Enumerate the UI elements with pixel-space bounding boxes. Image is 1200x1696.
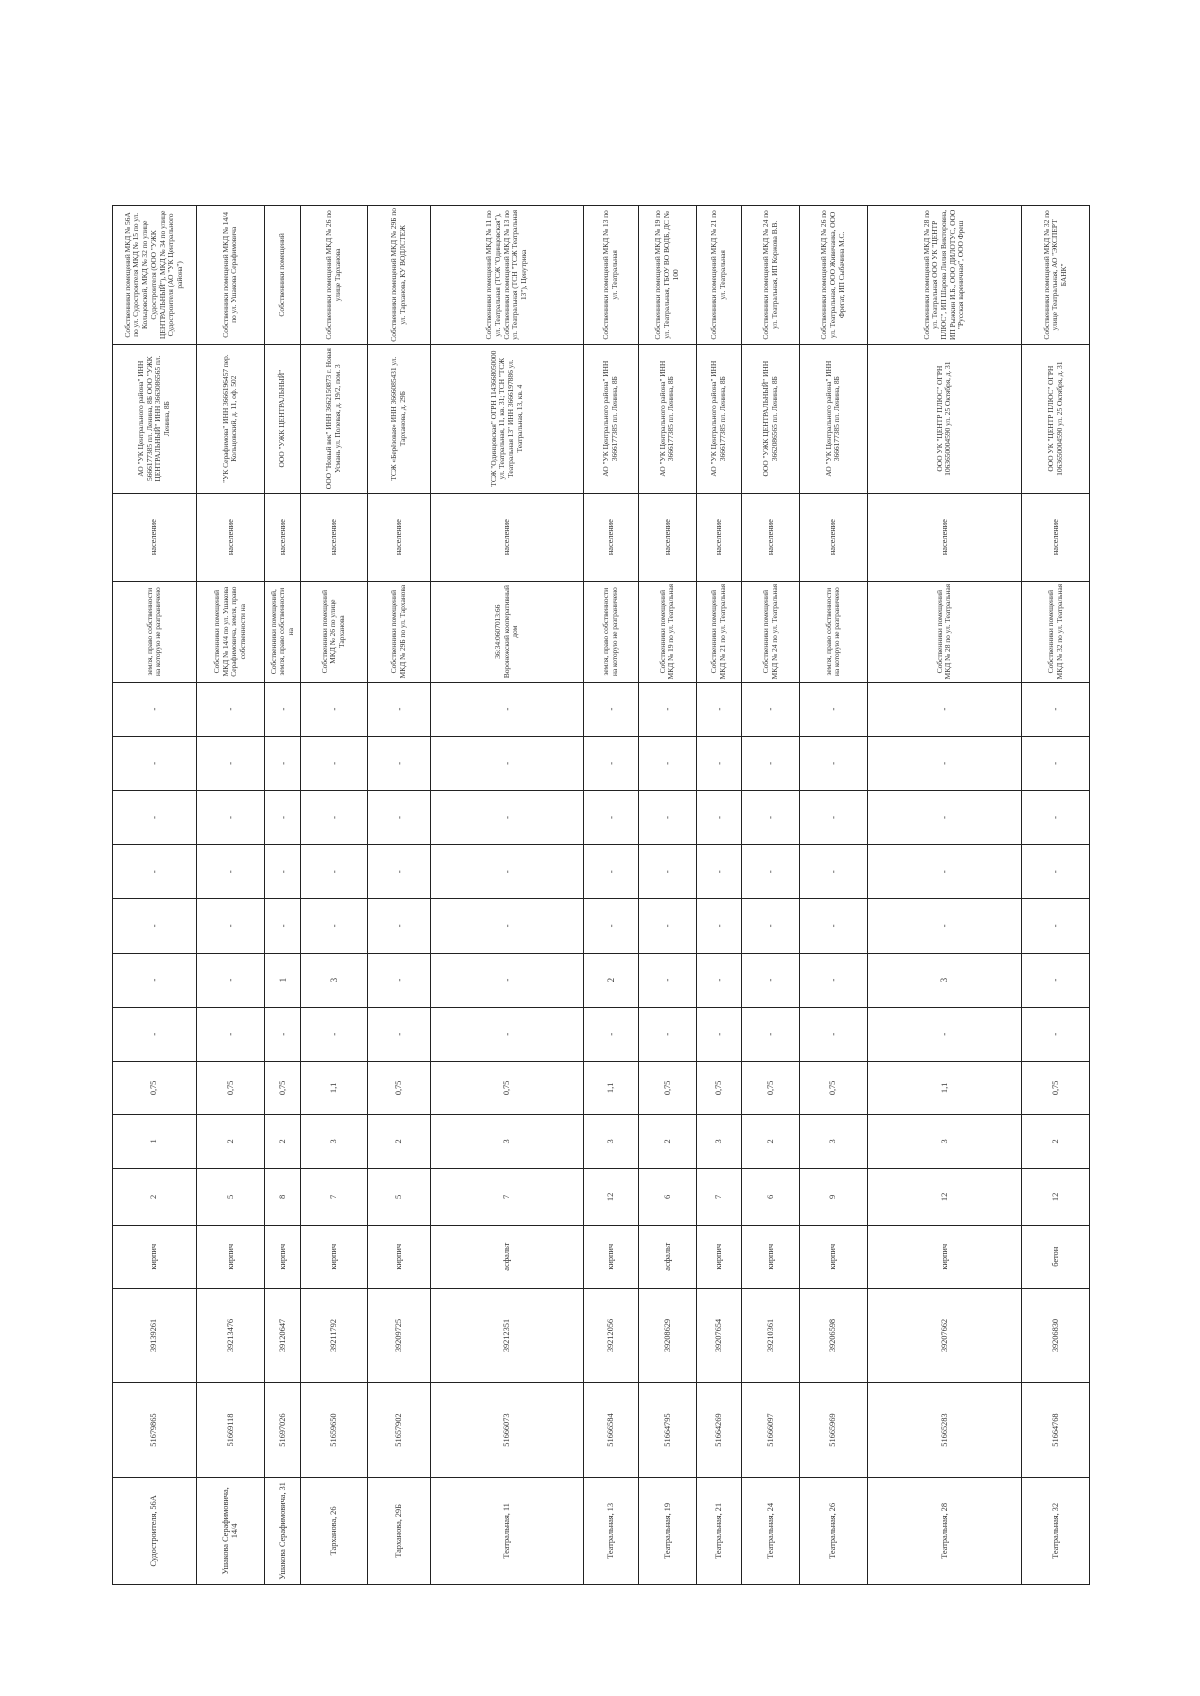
land-scope-cell: земля, право собственности на которую не разграничено bbox=[583, 581, 638, 682]
extra3-cell: - bbox=[867, 899, 1022, 953]
code1-cell: 51666097 bbox=[742, 1383, 800, 1478]
organization-cell: ООО УК "ЦЕНТР ПЛЮС" ОГРН 1063650004590 ул. 25 Октября, д. 31 bbox=[1022, 344, 1090, 493]
volume-cell: 0,75 bbox=[639, 1061, 697, 1114]
extra5-cell: - bbox=[1022, 791, 1090, 845]
extra6-cell: - bbox=[301, 736, 367, 790]
owners-cell: Собственники помещений МКД № 56А по ул. Судостроителя МКД № 15 по ул. Кольцовской, МКД № 32 по улице Судостроителя (ООО "УЖК ЦЕНТРАЛЬНЫЙ"), МКД № 34 по улице Судостроителя (АО "УК Центрального района") bbox=[113, 206, 197, 345]
extra5-cell: - bbox=[431, 791, 583, 845]
consumer-type-cell: население bbox=[431, 493, 583, 581]
organization-cell: АО "УК Центрального района" ИНН 3666177385 пл. Ленина, 8Б bbox=[639, 344, 697, 493]
owners-cell: Собственники помещений МКД № 29Б по ул. Тарханова, КУ ВОДЛСТЕЖ bbox=[367, 206, 431, 345]
owners-cell: Собственники помещений МКД № 19 по ул. Театральная, ГБОУ ВО ВОДБ, ДС № 100 bbox=[639, 206, 697, 345]
extra2-cell: 3 bbox=[867, 953, 1022, 1007]
extra1-cell: - bbox=[367, 1007, 431, 1061]
extra2-cell: 2 bbox=[583, 953, 638, 1007]
registry-table bbox=[112, 205, 1090, 1585]
material-cell: асфальт bbox=[431, 1225, 583, 1288]
extra4-cell: - bbox=[799, 845, 867, 899]
volume-cell: 0,75 bbox=[696, 1061, 741, 1114]
extra1-cell: - bbox=[1022, 1007, 1090, 1061]
organization-cell: ООО УК "ЦЕНТР ПЛЮС" ОГРН 1063650004590 ул. 25 Октября, д. 31 bbox=[867, 344, 1022, 493]
table-row bbox=[742, 206, 800, 1585]
material-cell: кирпич bbox=[367, 1225, 431, 1288]
extra3-cell: - bbox=[799, 899, 867, 953]
count2-cell: 3 bbox=[431, 1114, 583, 1168]
count1-cell: 2 bbox=[113, 1169, 197, 1226]
extra3-cell: - bbox=[1022, 899, 1090, 953]
count2-cell: 3 bbox=[301, 1114, 367, 1168]
extra7-cell: - bbox=[696, 682, 741, 736]
count2-cell: 2 bbox=[1022, 1114, 1090, 1168]
count1-cell: 12 bbox=[867, 1169, 1022, 1226]
material-cell: асфальт bbox=[639, 1225, 697, 1288]
code2-cell: 39212351 bbox=[431, 1288, 583, 1383]
land-scope-cell: Собственники помещений МКД № 19 по ул. Театральная bbox=[639, 581, 697, 682]
consumer-type-cell: население bbox=[639, 493, 697, 581]
extra6-cell: - bbox=[867, 736, 1022, 790]
consumer-type-cell: население bbox=[1022, 493, 1090, 581]
count2-cell: 2 bbox=[742, 1114, 800, 1168]
table-row bbox=[113, 206, 197, 1585]
volume-cell: 0,75 bbox=[1022, 1061, 1090, 1114]
count2-cell: 2 bbox=[367, 1114, 431, 1168]
extra7-cell: - bbox=[639, 682, 697, 736]
code2-cell: 39207654 bbox=[696, 1288, 741, 1383]
extra5-cell: - bbox=[867, 791, 1022, 845]
code2-cell: 39209725 bbox=[367, 1288, 431, 1383]
extra4-cell: - bbox=[367, 845, 431, 899]
code2-cell: 39212056 bbox=[583, 1288, 638, 1383]
count1-cell: 5 bbox=[196, 1169, 265, 1226]
extra7-cell: - bbox=[583, 682, 638, 736]
table-row bbox=[799, 206, 867, 1585]
owners-cell: Собственники помещений МКД № 21 по ул. Театральная bbox=[696, 206, 741, 345]
extra4-cell: - bbox=[1022, 845, 1090, 899]
extra1-cell: - bbox=[742, 1007, 800, 1061]
code2-cell: 39213476 bbox=[196, 1288, 265, 1383]
organization-cell: "УК Серафимова" ИНН 3666196457 пер. Кольцовский, д. 11, оф. 502 bbox=[196, 344, 265, 493]
land-scope-cell: Собственники помещений МКД № 14/4 по ул. Ушакова Серафимовича, земля, право собственности на bbox=[196, 581, 265, 682]
extra6-cell: - bbox=[742, 736, 800, 790]
code1-cell: 51665969 bbox=[799, 1383, 867, 1478]
table-row bbox=[867, 206, 1022, 1585]
code1-cell: 51697026 bbox=[265, 1383, 301, 1478]
extra3-cell: - bbox=[301, 899, 367, 953]
count1-cell: 9 bbox=[799, 1169, 867, 1226]
extra2-cell: - bbox=[1022, 953, 1090, 1007]
land-scope-cell: Собственники помещений МКД № 26 по улице Тарханова bbox=[301, 581, 367, 682]
extra5-cell: - bbox=[265, 791, 301, 845]
count2-cell: 3 bbox=[799, 1114, 867, 1168]
extra1-cell: - bbox=[265, 1007, 301, 1061]
volume-cell: 0,75 bbox=[113, 1061, 197, 1114]
address-cell: Театральная, 19 bbox=[639, 1477, 697, 1584]
extra7-cell: - bbox=[367, 682, 431, 736]
material-cell: кирпич bbox=[196, 1225, 265, 1288]
owners-cell: Собственники помещений МКД № 13 по ул. Театральная bbox=[583, 206, 638, 345]
land-scope-cell: земля, право собственности на которую не разграничено bbox=[113, 581, 197, 682]
owners-cell: Собственники помещений МКД № 24 по ул. Театральная, ИП Коржова В.В. bbox=[742, 206, 800, 345]
land-scope-cell: 36:34:0607013:66 Воронежский кооперативный дом bbox=[431, 581, 583, 682]
extra7-cell: - bbox=[799, 682, 867, 736]
extra2-cell: - bbox=[113, 953, 197, 1007]
organization-cell: ТСЖ «Берёзовая» ИНН 3666085431 ул. Тарханова, д. 29Б bbox=[367, 344, 431, 493]
owners-cell: Собственники помещений bbox=[265, 206, 301, 345]
document-page bbox=[112, 205, 1090, 1585]
material-cell: кирпич bbox=[583, 1225, 638, 1288]
material-cell: кирпич bbox=[799, 1225, 867, 1288]
extra7-cell: - bbox=[265, 682, 301, 736]
organization-cell: ООО "Новый век" ИНН 3662150873 г. Новая Усмань ул. Полевая, д. 19/2, пом. 3 bbox=[301, 344, 367, 493]
extra2-cell: - bbox=[196, 953, 265, 1007]
count2-cell: 3 bbox=[696, 1114, 741, 1168]
address-cell: Ушакова Серафимовича, 14/4 bbox=[196, 1477, 265, 1584]
code1-cell: 51679865 bbox=[113, 1383, 197, 1478]
code1-cell: 51659650 bbox=[301, 1383, 367, 1478]
address-cell: Театральная, 24 bbox=[742, 1477, 800, 1584]
address-cell: Театральная, 13 bbox=[583, 1477, 638, 1584]
extra1-cell: - bbox=[639, 1007, 697, 1061]
owners-cell: Собственники помещений МКД № 26 по улице Тарханова bbox=[301, 206, 367, 345]
address-cell: Театральная, 28 bbox=[867, 1477, 1022, 1584]
code2-cell: 39206598 bbox=[799, 1288, 867, 1383]
extra3-cell: - bbox=[431, 899, 583, 953]
extra2-cell: - bbox=[696, 953, 741, 1007]
extra6-cell: - bbox=[367, 736, 431, 790]
table-row bbox=[696, 206, 741, 1585]
extra2-cell: - bbox=[639, 953, 697, 1007]
organization-cell: АО "УК Центрального района" ИНН 5666177385 пл. Ленина, 8Б ООО "УЖК ЦЕНТРАЛЬНЫЙ" ИНН 3663086565 пл. Ленина, 8Б bbox=[113, 344, 197, 493]
address-cell: Театральная, 32 bbox=[1022, 1477, 1090, 1584]
count2-cell: 2 bbox=[196, 1114, 265, 1168]
extra2-cell: 3 bbox=[301, 953, 367, 1007]
owners-cell: Собственники помещений МКД № 26 по ул. Театральная, ООО Живичанка, ООО Фрегат, ИП Сыбачина М.С. bbox=[799, 206, 867, 345]
table-row bbox=[583, 206, 638, 1585]
count1-cell: 7 bbox=[301, 1169, 367, 1226]
table-row bbox=[196, 206, 265, 1585]
extra5-cell: - bbox=[639, 791, 697, 845]
extra5-cell: - bbox=[799, 791, 867, 845]
extra1-cell: - bbox=[867, 1007, 1022, 1061]
owners-cell: Собственники помещений МКД № 11 по ул. Театральная (ТСЖ "Одинцовская"), Собственники помещений МКД № 13 по ул. Театральная (ТСН "ТСЖ Театральная 13"), Ценутрика bbox=[431, 206, 583, 345]
organization-cell: ТСЖ "Одинцовская" ОГРН 1143668050000 ул. Театральная, 11, кв. 31; ТСН "ТСЖ Театральная 13" ИНН 3666197886 ул. Театральная, 13, кв. 4 bbox=[431, 344, 583, 493]
address-cell: Ушакова Серафимовича, 31 bbox=[265, 1477, 301, 1584]
volume-cell: 0,75 bbox=[799, 1061, 867, 1114]
land-scope-cell: Собственники помещений МКД № 28 по ул. Театральная bbox=[867, 581, 1022, 682]
extra6-cell: - bbox=[1022, 736, 1090, 790]
owners-cell: Собственники помещений МКД № 32 по улице Театральная, АО "ЭКСПЕРТ БАНК" bbox=[1022, 206, 1090, 345]
extra3-cell: - bbox=[196, 899, 265, 953]
table-row bbox=[301, 206, 367, 1585]
code1-cell: 51665283 bbox=[867, 1383, 1022, 1478]
consumer-type-cell: население bbox=[113, 493, 197, 581]
address-cell: Театральная, 26 bbox=[799, 1477, 867, 1584]
code1-cell: 51664795 bbox=[639, 1383, 697, 1478]
extra5-cell: - bbox=[367, 791, 431, 845]
count2-cell: 3 bbox=[867, 1114, 1022, 1168]
code2-cell: 39139261 bbox=[113, 1288, 197, 1383]
consumer-type-cell: население bbox=[265, 493, 301, 581]
code2-cell: 39208629 bbox=[639, 1288, 697, 1383]
count1-cell: 12 bbox=[1022, 1169, 1090, 1226]
extra3-cell: - bbox=[265, 899, 301, 953]
rotated-table-wrapper bbox=[112, 205, 1090, 1585]
extra7-cell: - bbox=[742, 682, 800, 736]
address-cell: Тарханова, 29Б bbox=[367, 1477, 431, 1584]
organization-cell: АО "УК Центрального района" ИНН 3666177385 пл. Ленина, 8Б bbox=[799, 344, 867, 493]
extra1-cell: - bbox=[696, 1007, 741, 1061]
code1-cell: 51669118 bbox=[196, 1383, 265, 1478]
extra6-cell: - bbox=[696, 736, 741, 790]
extra1-cell: - bbox=[301, 1007, 367, 1061]
extra3-cell: - bbox=[639, 899, 697, 953]
land-scope-cell: Собственники помещений, земля, право собственности на bbox=[265, 581, 301, 682]
extra4-cell: - bbox=[867, 845, 1022, 899]
extra5-cell: - bbox=[696, 791, 741, 845]
volume-cell: 0,75 bbox=[367, 1061, 431, 1114]
material-cell: кирпич bbox=[301, 1225, 367, 1288]
owners-cell: Собственники помещений МКД № 14/4 по ул. Ушакова Серафимовича bbox=[196, 206, 265, 345]
extra2-cell: 1 bbox=[265, 953, 301, 1007]
extra7-cell: - bbox=[301, 682, 367, 736]
extra4-cell: - bbox=[431, 845, 583, 899]
consumer-type-cell: население bbox=[583, 493, 638, 581]
extra3-cell: - bbox=[583, 899, 638, 953]
table-row bbox=[1022, 206, 1090, 1585]
count2-cell: 3 bbox=[583, 1114, 638, 1168]
code2-cell: 39120647 bbox=[265, 1288, 301, 1383]
extra1-cell: - bbox=[113, 1007, 197, 1061]
address-cell: Театральная, 11 bbox=[431, 1477, 583, 1584]
organization-cell: АО "УК Центрального района" ИНН 3666177385 пл. Ленина, 8Б bbox=[583, 344, 638, 493]
code2-cell: 39207662 bbox=[867, 1288, 1022, 1383]
organization-cell: ООО "УЖК ЦЕНТРАЛЬНЫЙ" bbox=[265, 344, 301, 493]
extra5-cell: - bbox=[113, 791, 197, 845]
extra4-cell: - bbox=[113, 845, 197, 899]
extra2-cell: - bbox=[799, 953, 867, 1007]
extra6-cell: - bbox=[113, 736, 197, 790]
consumer-type-cell: население bbox=[799, 493, 867, 581]
extra4-cell: - bbox=[696, 845, 741, 899]
land-scope-cell: земля, право собственности на которую не разграничено bbox=[799, 581, 867, 682]
code2-cell: 39210361 bbox=[742, 1288, 800, 1383]
volume-cell: 0,75 bbox=[196, 1061, 265, 1114]
code1-cell: 51664269 bbox=[696, 1383, 741, 1478]
address-cell: Судостроителя, 56А bbox=[113, 1477, 197, 1584]
extra2-cell: - bbox=[431, 953, 583, 1007]
extra1-cell: - bbox=[583, 1007, 638, 1061]
extra3-cell: - bbox=[113, 899, 197, 953]
volume-cell: 0,75 bbox=[431, 1061, 583, 1114]
table-row bbox=[265, 206, 301, 1585]
extra3-cell: - bbox=[696, 899, 741, 953]
consumer-type-cell: население bbox=[301, 493, 367, 581]
count1-cell: 6 bbox=[639, 1169, 697, 1226]
consumer-type-cell: население bbox=[867, 493, 1022, 581]
extra6-cell: - bbox=[196, 736, 265, 790]
extra5-cell: - bbox=[583, 791, 638, 845]
code2-cell: 39206830 bbox=[1022, 1288, 1090, 1383]
material-cell: кирпич bbox=[696, 1225, 741, 1288]
extra7-cell: - bbox=[867, 682, 1022, 736]
extra6-cell: - bbox=[265, 736, 301, 790]
table-row bbox=[639, 206, 697, 1585]
material-cell: бетон bbox=[1022, 1225, 1090, 1288]
extra2-cell: - bbox=[742, 953, 800, 1007]
consumer-type-cell: население bbox=[696, 493, 741, 581]
consumer-type-cell: население bbox=[742, 493, 800, 581]
volume-cell: 1,1 bbox=[867, 1061, 1022, 1114]
extra5-cell: - bbox=[196, 791, 265, 845]
extra3-cell: - bbox=[367, 899, 431, 953]
count2-cell: 2 bbox=[265, 1114, 301, 1168]
extra4-cell: - bbox=[265, 845, 301, 899]
code2-cell: 39211792 bbox=[301, 1288, 367, 1383]
extra2-cell: - bbox=[367, 953, 431, 1007]
address-cell: Тарханова, 26 bbox=[301, 1477, 367, 1584]
volume-cell: 1,1 bbox=[583, 1061, 638, 1114]
count1-cell: 5 bbox=[367, 1169, 431, 1226]
code1-cell: 51664768 bbox=[1022, 1383, 1090, 1478]
count1-cell: 7 bbox=[696, 1169, 741, 1226]
extra4-cell: - bbox=[583, 845, 638, 899]
code1-cell: 51657902 bbox=[367, 1383, 431, 1478]
extra4-cell: - bbox=[196, 845, 265, 899]
volume-cell: 1,1 bbox=[301, 1061, 367, 1114]
material-cell: кирпич bbox=[867, 1225, 1022, 1288]
land-scope-cell: Собственники помещений МКД № 29Б по ул. Тарханова bbox=[367, 581, 431, 682]
material-cell: кирпич bbox=[113, 1225, 197, 1288]
extra1-cell: - bbox=[431, 1007, 583, 1061]
consumer-type-cell: население bbox=[196, 493, 265, 581]
count1-cell: 6 bbox=[742, 1169, 800, 1226]
extra7-cell: - bbox=[431, 682, 583, 736]
extra5-cell: - bbox=[742, 791, 800, 845]
consumer-type-cell: население bbox=[367, 493, 431, 581]
code1-cell: 51666073 bbox=[431, 1383, 583, 1478]
extra5-cell: - bbox=[301, 791, 367, 845]
extra1-cell: - bbox=[196, 1007, 265, 1061]
extra6-cell: - bbox=[583, 736, 638, 790]
material-cell: кирпич bbox=[742, 1225, 800, 1288]
extra6-cell: - bbox=[431, 736, 583, 790]
extra3-cell: - bbox=[742, 899, 800, 953]
extra4-cell: - bbox=[639, 845, 697, 899]
land-scope-cell: Собственники помещений МКД № 21 по ул. Театральная bbox=[696, 581, 741, 682]
count1-cell: 12 bbox=[583, 1169, 638, 1226]
material-cell: кирпич bbox=[265, 1225, 301, 1288]
extra7-cell: - bbox=[113, 682, 197, 736]
address-cell: Театральная, 21 bbox=[696, 1477, 741, 1584]
organization-cell: ООО "УЖК ЦЕНТРАЛЬНЫЙ" ИНН 3662086565 пл. Ленина, 8Б bbox=[742, 344, 800, 493]
extra6-cell: - bbox=[639, 736, 697, 790]
owners-cell: Собственники помещений МКД № 28 по ул. Театральная ООО УК "ЦЕНТР ПЛЮС", ИП Шарова Лилия Викторовна, ИП Рыжкин И.Б., ООО ДИЛОТУС, ООО "Русская вареничная", ООО Фреш bbox=[867, 206, 1022, 345]
extra6-cell: - bbox=[799, 736, 867, 790]
count1-cell: 7 bbox=[431, 1169, 583, 1226]
extra7-cell: - bbox=[196, 682, 265, 736]
volume-cell: 0,75 bbox=[742, 1061, 800, 1114]
extra4-cell: - bbox=[301, 845, 367, 899]
land-scope-cell: Собственники помещений МКД № 24 по ул. Театральная bbox=[742, 581, 800, 682]
table-row bbox=[431, 206, 583, 1585]
count1-cell: 8 bbox=[265, 1169, 301, 1226]
extra1-cell: - bbox=[799, 1007, 867, 1061]
table-row bbox=[367, 206, 431, 1585]
land-scope-cell: Собственники помещений МКД № 32 по ул. Театральная bbox=[1022, 581, 1090, 682]
organization-cell: АО "УК Центрального района" ИНН 3666177385 пл. Ленина, 8Б bbox=[696, 344, 741, 493]
extra4-cell: - bbox=[742, 845, 800, 899]
volume-cell: 0,75 bbox=[265, 1061, 301, 1114]
code1-cell: 51666584 bbox=[583, 1383, 638, 1478]
extra7-cell: - bbox=[1022, 682, 1090, 736]
count2-cell: 2 bbox=[639, 1114, 697, 1168]
count2-cell: 1 bbox=[113, 1114, 197, 1168]
